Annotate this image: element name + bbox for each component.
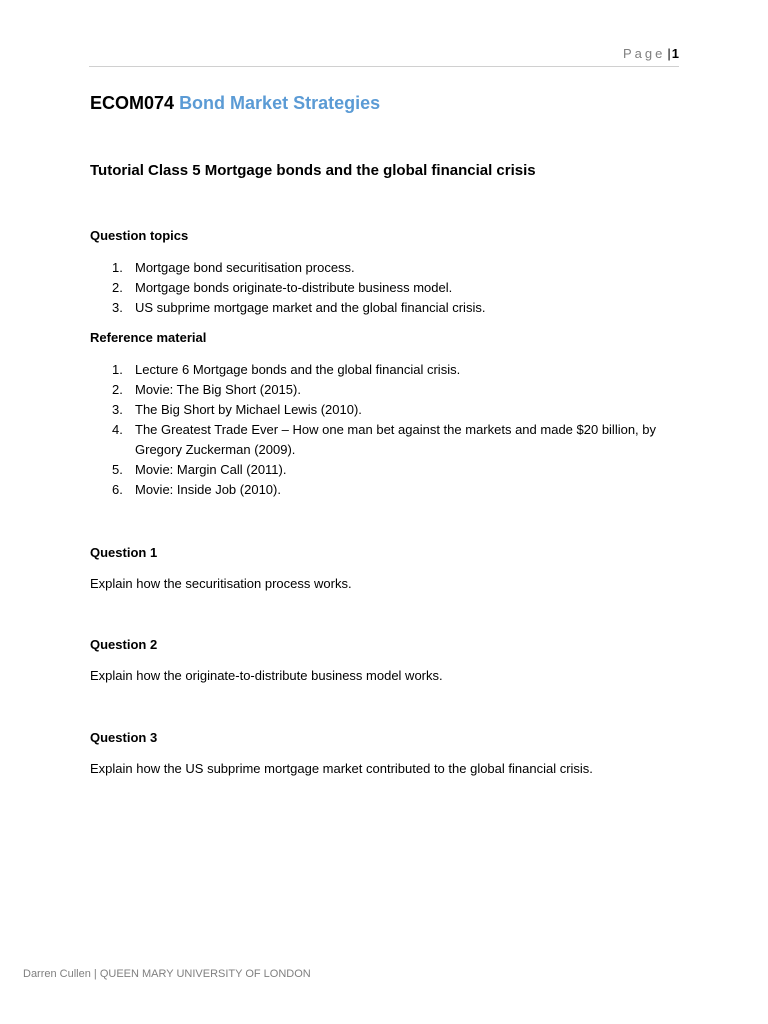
list-item: 3. The Big Short by Michael Lewis (2010).	[112, 402, 362, 417]
tutorial-title: Tutorial Class 5 Mortgage bonds and the global financial crisis	[90, 162, 536, 179]
page-number	[623, 46, 679, 61]
list-item: 2. Movie: The Big Short (2015).	[112, 382, 301, 397]
course-code: ECOM074	[90, 93, 175, 113]
question-topics-list	[90, 258, 690, 318]
question-2-text: Explain how the originate-to-distribute business model works.	[90, 668, 443, 683]
question-3-text: Explain how the US subprime mortgage market contributed to the global financial crisis.	[90, 761, 593, 776]
reference-material-list	[90, 360, 680, 500]
question-topics-heading: Question topics	[90, 228, 189, 243]
list-item: 4. The Greatest Trade Ever – How one man bet against the markets and made $20 billion, by Gregory Zuckerman (2009).	[112, 422, 657, 457]
list-item: 6. Movie: Inside Job (2010).	[112, 482, 281, 497]
page-label: Page	[623, 46, 666, 61]
list-item: 2. Mortgage bonds originate-to-distribute business model.	[112, 280, 453, 295]
page-header	[89, 46, 679, 67]
question-1-text: Explain how the securitisation process works.	[90, 576, 352, 591]
course-title	[90, 93, 690, 114]
list-item: 5. Movie: Margin Call (2011).	[112, 462, 287, 477]
page-number-value: 1	[671, 46, 679, 61]
reference-material-heading: Reference material	[90, 330, 207, 345]
question-1-heading: Question 1	[90, 545, 158, 560]
question-3-heading: Question 3	[90, 730, 158, 745]
list-item: 3. US subprime mortgage market and the global financial crisis.	[112, 300, 486, 315]
page-separator: |	[667, 46, 671, 61]
course-name: Bond Market Strategies	[179, 93, 381, 113]
page-footer: Darren Cullen | QUEEN MARY UNIVERSITY OF LONDON	[23, 968, 311, 980]
list-item: 1. Mortgage bond securitisation process.	[112, 260, 355, 275]
list-item: 1. Lecture 6 Mortgage bonds and the global financial crisis.	[112, 362, 461, 377]
question-2-heading: Question 2	[90, 637, 158, 652]
